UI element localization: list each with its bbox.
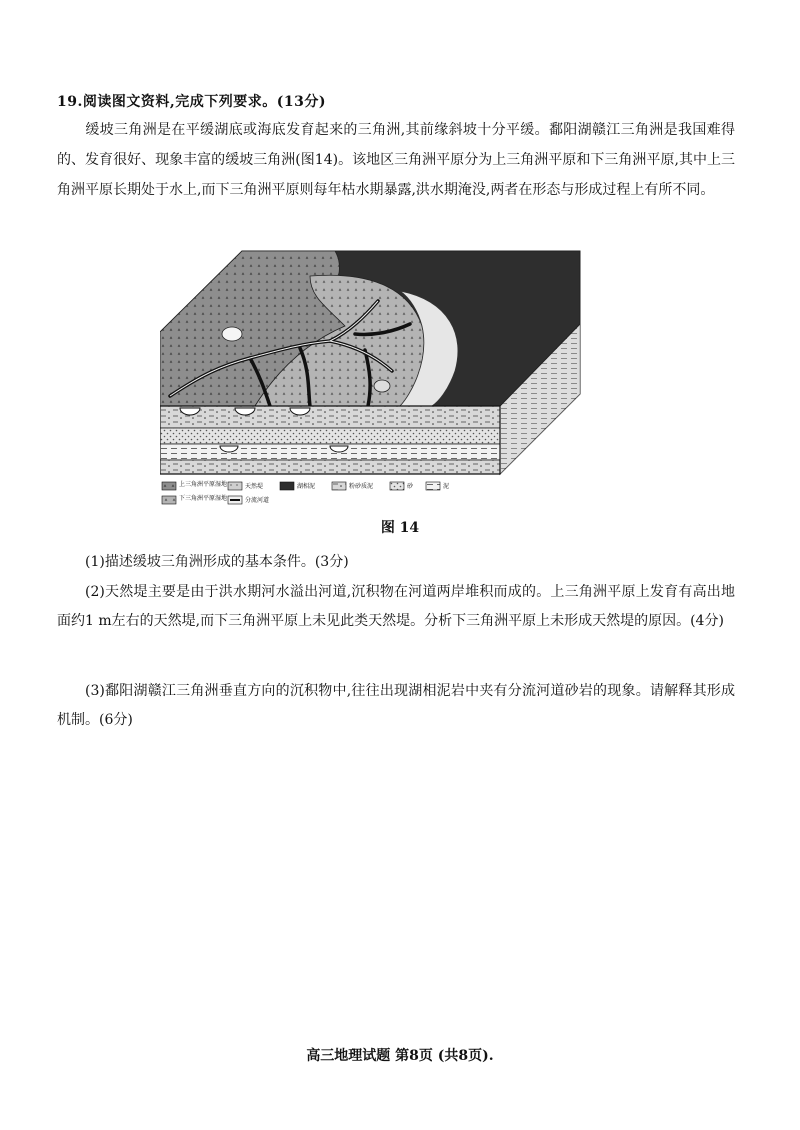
sub-question-1-text: (1)描述缓坡三角洲形成的基本条件。(3分) xyxy=(85,554,349,570)
svg-text:天然堤: 天然堤 xyxy=(245,483,264,490)
svg-text:下三角洲平原湿地: 下三角洲平原湿地 xyxy=(179,495,228,502)
delta-block-diagram-svg xyxy=(160,246,590,508)
stratum-silt-upper xyxy=(160,406,500,428)
question-intro xyxy=(57,115,735,205)
svg-text:上三角洲平原湿地: 上三角洲平原湿地 xyxy=(179,481,228,488)
stratum-sand xyxy=(160,428,500,444)
sub-question-3 xyxy=(57,677,735,735)
sub-question-2-text: (2)天然堤主要是由于洪水期河水溢出河道,沉积物在河道两岸堆积而成的。上三角洲平原上发育有高出地面约1 m左右的天然堤,而下三角洲平原上未见此类天然堤。分析下三角洲平原上未形成天然堤的原因。(4分) xyxy=(57,584,735,629)
legend-lower-plain xyxy=(162,494,227,504)
legend-upper-plain xyxy=(162,480,227,490)
delta-block-diagram xyxy=(160,246,590,508)
svg-text:砂: 砂 xyxy=(407,483,414,490)
question-intro-text: 缓坡三角洲是在平缓湖底或海底发育起来的三角洲,其前缘斜坡十分平缓。鄱阳湖赣江三角洲是我国难得的、发育很好、现象丰富的缓坡三角洲(图14)。该地区三角洲平原分为上三角洲平原和下三角洲平原,其中上三角洲平原长期处于水上,而下三角洲平原则每年枯水期暴露,洪水期淹没,两者在形态与形成过程上有所不同。 xyxy=(57,122,735,198)
svg-text:湖相泥: 湖相泥 xyxy=(297,483,316,490)
stratum-silt-lower xyxy=(160,460,500,474)
figure-legend xyxy=(162,480,449,504)
svg-text:泥: 泥 xyxy=(443,483,450,490)
legend-levee xyxy=(228,482,263,490)
sub-question-3-text: (3)鄱阳湖赣江三角洲垂直方向的沉积物中,往往出现湖相泥岩中夹有分流河道砂岩的现象。请解释其形成机制。(6分) xyxy=(57,683,735,728)
figure-caption: 图 14 xyxy=(380,520,420,536)
svg-text:分流河道: 分流河道 xyxy=(245,497,270,504)
legend-channel xyxy=(228,496,269,504)
svg-text:粉砂质泥: 粉砂质泥 xyxy=(349,483,374,490)
legend-sand xyxy=(390,482,414,490)
legend-silty-mud xyxy=(332,482,373,490)
sub-question-1 xyxy=(57,548,735,577)
legend-lake-mud xyxy=(280,482,315,490)
wetland-pond xyxy=(222,327,242,341)
page-footer: 高三地理试题 第8页 (共8页). xyxy=(306,1048,494,1064)
sub-question-2 xyxy=(57,578,735,636)
legend-mud xyxy=(426,482,449,490)
wetland-pond xyxy=(374,380,390,392)
question-header: 19.阅读图文资料,完成下列要求。(13分) xyxy=(57,94,326,110)
